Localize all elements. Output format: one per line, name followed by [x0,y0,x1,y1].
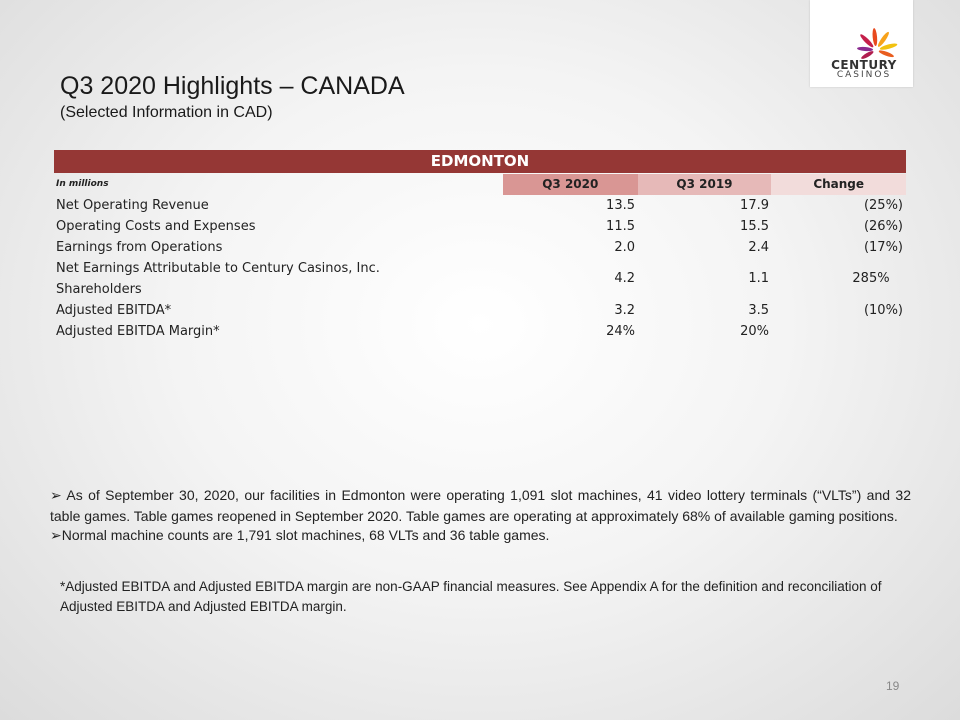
row-label: Operating Costs and Expenses [56,219,256,234]
cell-q3-2020: 4.2 [614,271,635,286]
logo-word-casinos: CASINOS [836,70,892,80]
slide-title: Q3 2020 Highlights – CANADA [60,72,405,100]
column-header-change: Change [771,174,906,195]
page-number: 19 [886,679,900,693]
column-header-q3-2020: Q3 2020 [503,174,638,195]
table-header-row [54,174,906,195]
cell-change: (26%) [863,219,903,234]
bullet-text: As of September 30, 2020, our facilities in Edmonton were operating 1,091 slot machines, 41 video lottery terminals (“VLTs”) and 32 table games. Table games reopened in September 2020. Table games are operating at approximately 68% of available gaming positions. [50,487,911,524]
bullet-item [50,526,911,547]
cell-change: (25%) [863,198,903,213]
slide-subtitle: (Selected Information in CAD) [60,104,273,121]
unit-label: In millions [56,179,109,189]
bullet-list [50,486,911,547]
bullet-item [50,486,911,526]
bullet-text: Normal machine counts are 1,791 slot machines, 68 VLTs and 36 table games. [61,527,550,543]
cell-change: 285% [852,271,890,286]
cell-q3-2019: 3.5 [748,303,769,318]
cell-q3-2019: 17.9 [740,198,769,213]
table-row [54,216,906,237]
row-label: Earnings from Operations [56,240,223,255]
column-header-q3-2019: Q3 2019 [638,174,772,195]
cell-change: (17%) [863,240,903,255]
cell-q3-2020: 24% [606,324,635,339]
cell-q3-2019: 1.1 [748,271,769,286]
table-row [54,237,906,258]
arrow-bullet-icon: ➢ [50,488,62,504]
row-label: Adjusted EBITDA Margin* [56,324,220,339]
table-row [54,321,906,342]
table-heading: EDMONTON [54,150,906,173]
footnote: *Adjusted EBITDA and Adjusted EBITDA margin are non-GAAP financial measures. See Appendix A for the definition and reconciliation of Adjusted EBITDA and Adjusted EBITDA margin. [60,579,882,614]
row-label-line1: Net Earnings Attributable to Century Casinos, Inc. [56,261,380,276]
cell-change [771,321,906,342]
table-row [54,195,906,216]
row-label: Adjusted EBITDA* [56,303,172,318]
row-label-line2: Shareholders [56,282,142,297]
arrow-bullet-icon: ➢ [50,528,62,544]
cell-q3-2020: 13.5 [606,198,635,213]
row-label [54,258,502,300]
cell-q3-2020: 2.0 [614,240,635,255]
edmonton-table [54,150,906,342]
table-row [54,300,906,321]
century-casinos-logo [810,0,913,87]
starburst-logo-icon [854,24,906,60]
row-label: Net Operating Revenue [56,198,209,213]
cell-q3-2019: 15.5 [740,219,769,234]
cell-change: (10%) [863,303,903,318]
table-row [54,258,906,300]
cell-q3-2019: 20% [740,324,769,339]
logo-word-century: CENTURY [831,58,897,72]
cell-q3-2019: 2.4 [748,240,769,255]
cell-q3-2020: 11.5 [606,219,635,234]
cell-q3-2020: 3.2 [614,303,635,318]
